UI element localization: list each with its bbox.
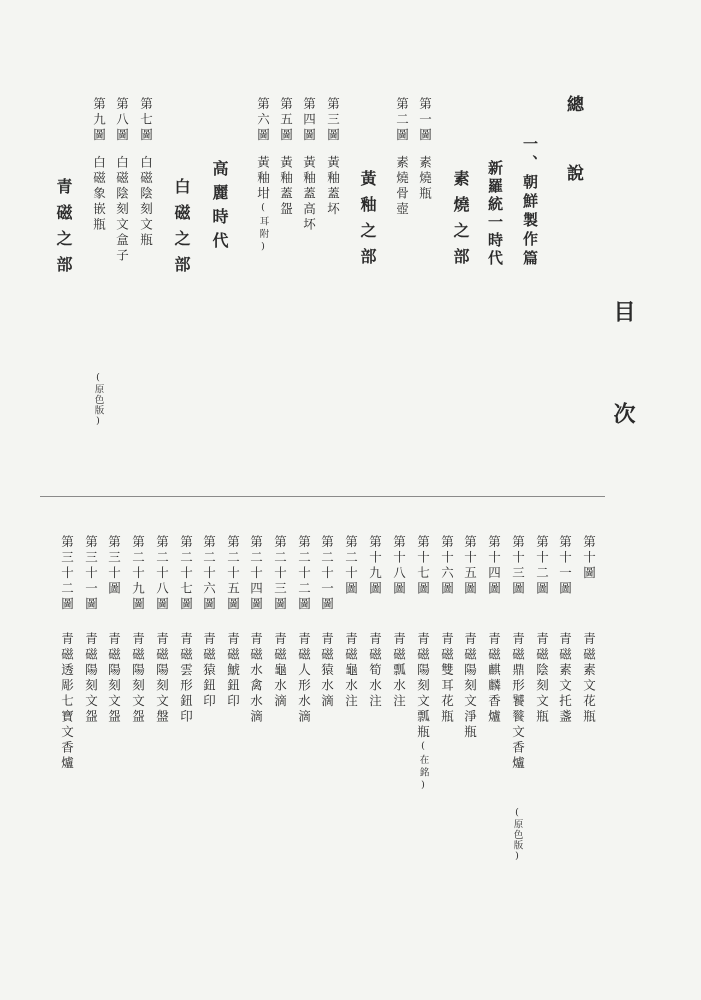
figure-title: 青磁龜水注 <box>343 632 359 710</box>
figure-number: 第五圖 <box>278 97 294 144</box>
figure-title: 白磁象嵌瓶 <box>91 155 107 233</box>
toc-title-char-2: 次 <box>610 402 636 424</box>
toc-entry <box>582 535 595 582</box>
figure-number: 第十八圖 <box>391 535 407 597</box>
toc-entry <box>558 535 571 597</box>
toc-entry <box>256 97 269 255</box>
toc-entry <box>487 632 500 725</box>
toc-entry <box>392 632 405 710</box>
figure-number: 第八圖 <box>114 97 130 144</box>
toc-entry <box>535 632 548 725</box>
toc-entry <box>302 97 315 233</box>
toc-entry <box>326 97 339 218</box>
figure-number: 第十二圖 <box>534 535 550 597</box>
figure-title: 青磁透彫七寶文香爐 <box>59 632 75 772</box>
toc-title-char-1: 目 <box>610 300 636 322</box>
figure-number: 第十三圖 <box>510 535 526 597</box>
toc-entry <box>115 97 128 264</box>
toc-entry <box>131 535 144 613</box>
era-heading-goryeo: 高麗時代 <box>210 160 229 256</box>
toc-entry <box>155 535 168 613</box>
toc-entry <box>131 632 144 725</box>
figure-number: 第二十一圖 <box>319 535 335 613</box>
figure-number: 第六圖 <box>255 97 271 144</box>
figure-number: 第十九圖 <box>367 535 383 597</box>
figure-title: 青磁鯱鈕印 <box>225 632 241 710</box>
toc-entry <box>249 535 262 613</box>
toc-entry <box>273 632 286 710</box>
toc-entry <box>179 535 192 613</box>
figure-number: 第二十三圖 <box>272 535 288 613</box>
figure-number: 第四圖 <box>301 97 317 144</box>
toc-entry <box>249 632 262 725</box>
figure-note: (耳附) <box>257 202 269 255</box>
figure-title: 青磁筍水注 <box>367 632 383 710</box>
toc-entry <box>582 632 595 725</box>
figure-title: 白磁陰刻文盒子 <box>114 155 130 264</box>
figure-title: 青磁陽刻文盌 <box>130 632 146 725</box>
figure-number: 第二十圖 <box>343 535 359 597</box>
figure-number: 第十圖 <box>581 535 597 582</box>
figure-title: 青磁鼎形饕餮文香爐 <box>510 632 526 772</box>
toc-entry <box>179 632 192 725</box>
figure-number: 第十五圖 <box>462 535 478 597</box>
figure-number: 第一圖 <box>417 97 433 144</box>
toc-entry <box>511 535 524 597</box>
toc-entry <box>368 632 381 710</box>
toc-entry <box>368 535 381 597</box>
toc-entry <box>344 632 357 710</box>
figure-title: 青磁人形水滴 <box>296 632 312 725</box>
toc-entry <box>60 632 73 772</box>
figure-number: 第七圖 <box>138 97 154 144</box>
section-yellow-glaze: 黃釉之部 <box>358 170 377 274</box>
figure-title: 黃釉蓋高坏 <box>301 155 317 233</box>
toc-entry <box>320 632 333 710</box>
toc-entry <box>440 535 453 597</box>
figure-title: 青磁陽刻文盤 <box>154 632 170 725</box>
figure-title: 素燒瓶 <box>417 155 433 202</box>
toc-entry <box>344 535 357 597</box>
toc-entry <box>202 535 215 613</box>
toc-entry <box>558 632 571 725</box>
figure-number: 第三十二圖 <box>59 535 75 613</box>
figure-title: 青磁龜水滴 <box>272 632 288 710</box>
toc-entry <box>226 535 239 613</box>
figure-number: 第二十八圖 <box>154 535 170 613</box>
figure-number: 第九圖 <box>91 97 107 144</box>
toc-entry <box>535 535 548 597</box>
figure-title: 青磁雙耳花瓶 <box>439 632 455 725</box>
toc-entry <box>202 632 215 710</box>
figure-title: 青磁陰刻文瓶 <box>534 632 550 725</box>
figure-number: 第二十七圖 <box>178 535 194 613</box>
part-heading: 一、朝鮮製作篇 <box>521 136 539 269</box>
figure-title: 青磁瓢水注 <box>391 632 407 710</box>
toc-entry <box>392 535 405 597</box>
toc-entry <box>107 535 120 597</box>
figure-title: 青磁陽刻文盌 <box>106 632 122 725</box>
toc-entry <box>511 632 524 772</box>
figure-title: 青磁陽刻文瓢瓶 <box>415 632 431 741</box>
figure-number: 第二十二圖 <box>296 535 312 613</box>
era-heading-silla: 新羅統一時代 <box>486 160 504 268</box>
figure-note: (原色版) <box>511 807 523 863</box>
toc-entry <box>440 632 453 725</box>
toc-entry <box>273 535 286 613</box>
toc-entry <box>416 535 429 597</box>
figure-title: 素燒骨壺 <box>394 155 410 218</box>
toc-entry <box>139 97 152 249</box>
figure-title: 青磁水禽水滴 <box>248 632 264 725</box>
section-celadon: 青磁之部 <box>54 178 73 282</box>
section-unglazed: 素燒之部 <box>451 170 470 274</box>
toc-entry <box>463 632 476 741</box>
toc-entry <box>226 632 239 710</box>
toc-entry <box>320 535 333 613</box>
figure-title: 黃釉蓋坏 <box>325 155 341 218</box>
toc-entry <box>416 632 429 794</box>
figure-number: 第二十六圖 <box>201 535 217 613</box>
toc-entry <box>395 97 408 218</box>
figure-title: 青磁素文托盞 <box>557 632 573 725</box>
figure-number: 第十四圖 <box>486 535 502 597</box>
figure-number: 第三十圖 <box>106 535 122 597</box>
figure-title: 青磁雲形鈕印 <box>178 632 194 725</box>
figure-title: 青磁猿鈕印 <box>201 632 217 710</box>
toc-entry <box>487 535 500 597</box>
figure-title: 白磁陰刻文瓶 <box>138 155 154 249</box>
toc-entry <box>155 632 168 725</box>
figure-number: 第二十九圖 <box>130 535 146 613</box>
figure-number: 第二十五圖 <box>225 535 241 613</box>
figure-title: 青磁陽刻文盌 <box>83 632 99 725</box>
general-introduction: 總 說 <box>563 95 583 197</box>
figure-title: 青磁素文花瓶 <box>581 632 597 725</box>
figure-number: 第十六圖 <box>439 535 455 597</box>
toc-entry <box>463 535 476 597</box>
figure-title: 黃釉坩 <box>255 155 271 202</box>
figure-note: (在銘) <box>417 740 429 794</box>
toc-entry <box>84 535 97 613</box>
figure-number: 第十七圖 <box>415 535 431 597</box>
toc-entry <box>60 535 73 613</box>
figure-number: 第二圖 <box>394 97 410 144</box>
section-white-porcelain: 白磁之部 <box>172 178 191 282</box>
toc-entry <box>297 632 310 725</box>
section-divider <box>40 496 605 497</box>
toc-entry <box>418 97 431 202</box>
figure-number: 第三十一圖 <box>83 535 99 613</box>
figure-note: (原色版) <box>92 372 104 428</box>
toc-entry <box>92 97 105 233</box>
toc-entry <box>297 535 310 613</box>
figure-number: 第三圖 <box>325 97 341 144</box>
figure-title: 青磁麒麟香爐 <box>486 632 502 725</box>
toc-entry <box>107 632 120 725</box>
figure-title: 黃釉蓋盌 <box>278 155 294 218</box>
figure-number: 第十一圖 <box>557 535 573 597</box>
toc-entry <box>279 97 292 218</box>
figure-title: 青磁陽刻文淨瓶 <box>462 632 478 741</box>
toc-entry <box>84 632 97 725</box>
figure-title: 青磁猿水滴 <box>319 632 335 710</box>
figure-number: 第二十四圖 <box>248 535 264 613</box>
